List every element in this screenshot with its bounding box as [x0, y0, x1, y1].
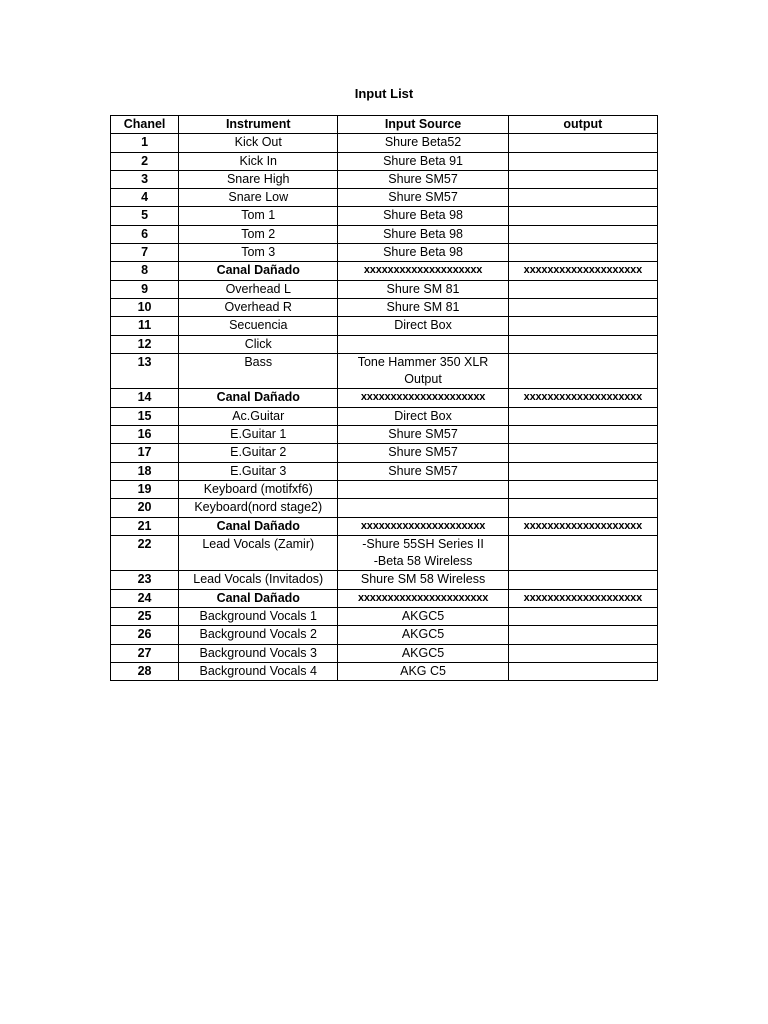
table-row: [111, 244, 658, 262]
output-cell: [508, 244, 657, 262]
input-source-cell: [338, 644, 508, 662]
output-cell: [508, 298, 657, 316]
instrument-cell: Background Vocals 4: [179, 662, 338, 680]
output-cell: [508, 170, 657, 188]
output-cell: xxxxxxxxxxxxxxxxxxxx: [508, 589, 657, 607]
instrument-cell: Secuencia: [179, 317, 338, 335]
instrument-cell: Snare High: [179, 170, 338, 188]
table-row: [111, 608, 658, 626]
output-cell: [508, 207, 657, 225]
output-cell: [508, 280, 657, 298]
instrument-cell: Tom 3: [179, 244, 338, 262]
instrument-cell: Kick Out: [179, 134, 338, 152]
channel-cell: 12: [111, 335, 179, 353]
output-cell: xxxxxxxxxxxxxxxxxxxx: [508, 517, 657, 535]
table-row: [111, 462, 658, 480]
instrument-cell: Keyboard(nord stage2): [179, 499, 338, 517]
table-row: [111, 152, 658, 170]
output-cell: [508, 535, 657, 571]
input-source-cell: [338, 407, 508, 425]
instrument-cell: Snare Low: [179, 189, 338, 207]
table-row: [111, 571, 658, 589]
output-cell: [508, 426, 657, 444]
input-source-cell: [338, 499, 508, 517]
output-cell: [508, 335, 657, 353]
header-output: output: [508, 116, 657, 134]
channel-cell: 17: [111, 444, 179, 462]
input-source-line: Output: [404, 372, 442, 387]
channel-cell: 18: [111, 462, 179, 480]
output-cell: [508, 626, 657, 644]
output-cell: [508, 499, 657, 517]
input-source-cell: [338, 608, 508, 626]
channel-cell: 9: [111, 280, 179, 298]
output-cell: [508, 571, 657, 589]
channel-cell: 4: [111, 189, 179, 207]
input-source-line: Shure Beta 98: [383, 245, 463, 260]
table-row: [111, 262, 658, 280]
instrument-cell: Overhead R: [179, 298, 338, 316]
table-row: [111, 535, 658, 571]
input-source-line: Shure SM57: [388, 463, 458, 478]
input-source-line: Shure SM 81: [386, 299, 460, 314]
header-channel: Chanel: [111, 116, 179, 134]
table-row: [111, 589, 658, 607]
input-source-line: Shure SM57: [388, 445, 458, 460]
input-source-line: xxxxxxxxxxxxxxxxxxxxx: [360, 519, 486, 532]
output-cell: [508, 462, 657, 480]
channel-cell: 25: [111, 608, 179, 626]
table-row: [111, 189, 658, 207]
instrument-cell: Canal Dañado: [179, 389, 338, 407]
header-instrument: Instrument: [179, 116, 338, 134]
channel-cell: 15: [111, 407, 179, 425]
channel-cell: 1: [111, 134, 179, 152]
channel-cell: 27: [111, 644, 179, 662]
input-source-line: AKGC5: [401, 627, 445, 642]
channel-cell: 24: [111, 589, 179, 607]
channel-cell: 16: [111, 426, 179, 444]
table-row: [111, 280, 658, 298]
table-row: [111, 426, 658, 444]
channel-cell: 22: [111, 535, 179, 571]
table-row: [111, 134, 658, 152]
input-source-cell: [338, 244, 508, 262]
channel-cell: 3: [111, 170, 179, 188]
output-cell: [508, 480, 657, 498]
channel-cell: 6: [111, 225, 179, 243]
input-source-cell: [338, 335, 508, 353]
input-source-line: Shure Beta 98: [383, 208, 463, 223]
output-cell: [508, 189, 657, 207]
input-source-line: Shure Beta 98: [383, 226, 463, 241]
instrument-cell: E.Guitar 2: [179, 444, 338, 462]
table-row: [111, 389, 658, 407]
output-cell: [508, 444, 657, 462]
input-source-cell: [338, 462, 508, 480]
input-source-line: Shure SM 58 Wireless: [360, 572, 486, 587]
table-row: [111, 480, 658, 498]
output-cell: [508, 225, 657, 243]
input-source-line: Shure SM57: [388, 190, 458, 205]
input-source-cell: [338, 426, 508, 444]
channel-cell: 8: [111, 262, 179, 280]
table-row: [111, 517, 658, 535]
input-source-line: Direct Box: [394, 318, 452, 333]
channel-cell: 20: [111, 499, 179, 517]
input-source-line: Shure SM57: [388, 171, 458, 186]
input-source-cell: [338, 517, 508, 535]
output-cell: [508, 662, 657, 680]
instrument-cell: Lead Vocals (Invitados): [179, 571, 338, 589]
output-cell: [508, 644, 657, 662]
channel-cell: 5: [111, 207, 179, 225]
input-source-cell: [338, 152, 508, 170]
channel-cell: 21: [111, 517, 179, 535]
input-source-cell: [338, 662, 508, 680]
input-source-line: Shure SM 81: [386, 281, 460, 296]
input-source-cell: [338, 444, 508, 462]
document-title: Input List: [354, 86, 414, 101]
channel-cell: 11: [111, 317, 179, 335]
input-source-cell: [338, 317, 508, 335]
instrument-cell: Background Vocals 1: [179, 608, 338, 626]
input-source-line: Tone Hammer 350 XLR: [357, 354, 489, 369]
channel-cell: 13: [111, 353, 179, 389]
instrument-cell: Background Vocals 2: [179, 626, 338, 644]
table-row: [111, 407, 658, 425]
instrument-cell: Bass: [179, 353, 338, 389]
instrument-cell: Click: [179, 335, 338, 353]
input-source-line: Direct Box: [394, 408, 452, 423]
input-source-cell: [338, 207, 508, 225]
instrument-cell: Overhead L: [179, 280, 338, 298]
input-source-cell: [338, 225, 508, 243]
channel-cell: 23: [111, 571, 179, 589]
instrument-cell: E.Guitar 1: [179, 426, 338, 444]
instrument-cell: Background Vocals 3: [179, 644, 338, 662]
input-source-cell: [338, 571, 508, 589]
output-cell: [508, 134, 657, 152]
output-cell: [508, 152, 657, 170]
table-row: [111, 170, 658, 188]
table-row: [111, 225, 658, 243]
table-row: [111, 644, 658, 662]
input-source-cell: [338, 389, 508, 407]
instrument-cell: Canal Dañado: [179, 262, 338, 280]
channel-cell: 28: [111, 662, 179, 680]
instrument-cell: Canal Dañado: [179, 589, 338, 607]
channel-cell: 10: [111, 298, 179, 316]
input-source-line: AKGC5: [401, 609, 445, 624]
input-source-line: Shure SM57: [388, 427, 458, 442]
channel-cell: 26: [111, 626, 179, 644]
table-row: [111, 662, 658, 680]
input-source-cell: [338, 535, 508, 571]
instrument-cell: Kick In: [179, 152, 338, 170]
input-source-cell: [338, 353, 508, 389]
instrument-cell: Tom 1: [179, 207, 338, 225]
output-cell: [508, 608, 657, 626]
input-source-line: -Beta 58 Wireless: [373, 554, 473, 569]
header-input-source: Input Source: [338, 116, 508, 134]
table-row: [111, 499, 658, 517]
output-cell: xxxxxxxxxxxxxxxxxxxx: [508, 262, 657, 280]
input-source-cell: [338, 189, 508, 207]
instrument-cell: Tom 2: [179, 225, 338, 243]
channel-cell: 2: [111, 152, 179, 170]
instrument-cell: Canal Dañado: [179, 517, 338, 535]
input-source-cell: [338, 626, 508, 644]
input-source-cell: [338, 170, 508, 188]
instrument-cell: Lead Vocals (Zamir): [179, 535, 338, 571]
input-source-line: xxxxxxxxxxxxxxxxxxxxxx: [357, 591, 489, 604]
channel-cell: 7: [111, 244, 179, 262]
instrument-cell: E.Guitar 3: [179, 462, 338, 480]
table-row: [111, 317, 658, 335]
input-source-line: AKGC5: [401, 645, 445, 660]
input-source-line: Shure Beta 91: [383, 153, 463, 168]
output-cell: [508, 407, 657, 425]
input-source-cell: [338, 262, 508, 280]
input-list-table: [110, 115, 658, 681]
instrument-cell: Ac.Guitar: [179, 407, 338, 425]
input-source-line: AKG C5: [400, 663, 446, 678]
table-row: [111, 444, 658, 462]
table-row: [111, 335, 658, 353]
table-row: [111, 207, 658, 225]
input-source-cell: [338, 280, 508, 298]
channel-cell: 19: [111, 480, 179, 498]
table-header-row: [111, 116, 658, 134]
instrument-cell: Keyboard (motifxf6): [179, 480, 338, 498]
table-row: [111, 626, 658, 644]
table-row: [111, 353, 658, 389]
input-source-line: xxxxxxxxxxxxxxxxxxxx: [363, 264, 483, 277]
input-source-line: -Shure 55SH Series II: [362, 536, 484, 551]
input-source-line: xxxxxxxxxxxxxxxxxxxxx: [360, 391, 486, 404]
input-source-cell: [338, 480, 508, 498]
channel-cell: 14: [111, 389, 179, 407]
input-source-cell: [338, 134, 508, 152]
output-cell: [508, 353, 657, 389]
input-source-cell: [338, 298, 508, 316]
table-row: [111, 298, 658, 316]
output-cell: [508, 317, 657, 335]
input-source-line: Shure Beta52: [384, 135, 462, 150]
table-body: [111, 134, 658, 681]
input-source-cell: [338, 589, 508, 607]
output-cell: xxxxxxxxxxxxxxxxxxxx: [508, 389, 657, 407]
